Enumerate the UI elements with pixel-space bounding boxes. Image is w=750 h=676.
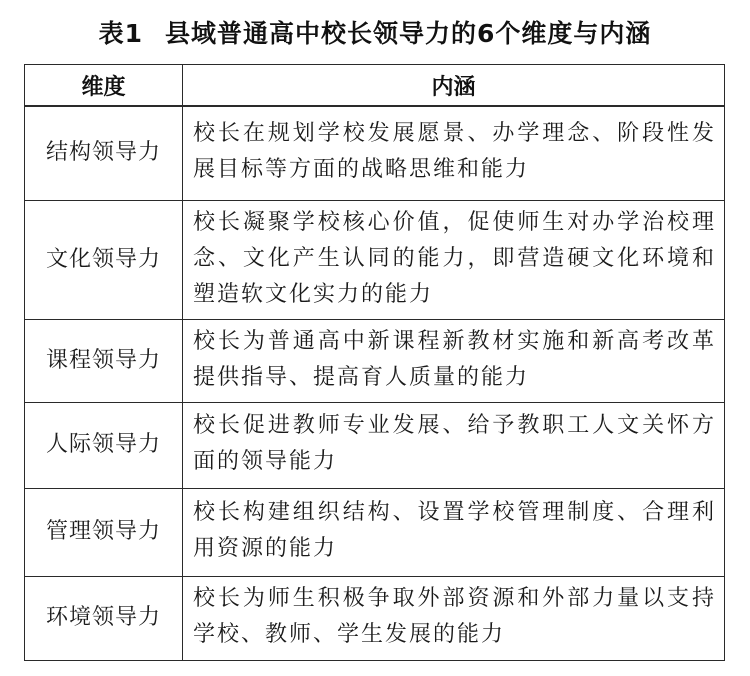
content-cell: 校长凝聚学校核心价值，促使师生对办学治校理念、文化产生认同的能力，即营造硬文化环境和塑造软文化实力的能力	[183, 200, 725, 319]
header-content: 内涵	[183, 65, 725, 107]
table-row	[25, 106, 725, 200]
table-header-row	[25, 65, 725, 107]
table-row	[25, 200, 725, 319]
dimension-cell: 管理领导力	[25, 488, 183, 576]
table-row	[25, 576, 725, 660]
dimension-cell: 结构领导力	[25, 106, 183, 200]
table-title: 县域普通高中校长领导力的6个维度与内涵	[165, 19, 652, 48]
table-number: 表1	[98, 19, 143, 48]
content-cell: 校长促进教师专业发展、给予教职工人文关怀方面的领导能力	[183, 402, 725, 488]
dimension-cell: 文化领导力	[25, 200, 183, 319]
dimensions-table	[24, 64, 725, 661]
dimension-cell: 环境领导力	[25, 576, 183, 660]
content-cell: 校长为师生积极争取外部资源和外部力量以支持学校、教师、学生发展的能力	[183, 576, 725, 660]
content-cell: 校长为普通高中新课程新教材实施和新高考改革提供指导、提高育人质量的能力	[183, 319, 725, 402]
dimension-cell: 课程领导力	[25, 319, 183, 402]
table-row	[25, 402, 725, 488]
dimension-cell: 人际领导力	[25, 402, 183, 488]
table-row	[25, 488, 725, 576]
table-caption	[0, 14, 750, 50]
table-row	[25, 319, 725, 402]
content-cell: 校长构建组织结构、设置学校管理制度、合理利用资源的能力	[183, 488, 725, 576]
header-dimension: 维度	[25, 65, 183, 107]
content-cell: 校长在规划学校发展愿景、办学理念、阶段性发展目标等方面的战略思维和能力	[183, 106, 725, 200]
